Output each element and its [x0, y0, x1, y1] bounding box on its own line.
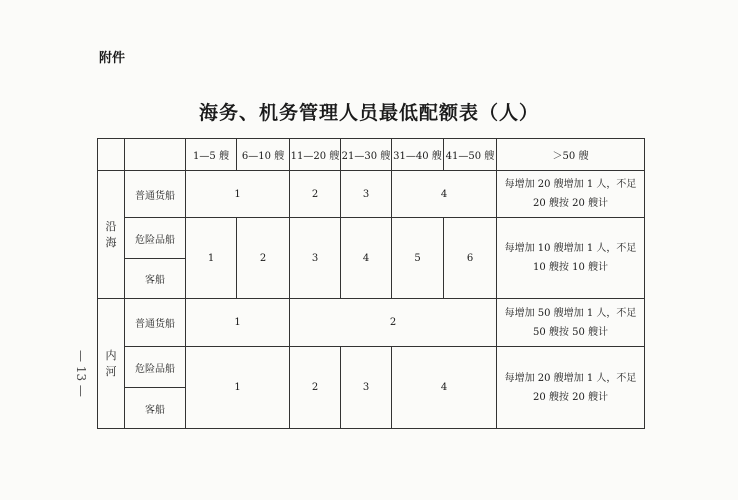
vessel-type-label: 危险品船	[125, 218, 186, 259]
header-type	[125, 139, 186, 171]
page-number: — 13 —	[74, 350, 88, 397]
table-row	[98, 218, 645, 259]
quota-value: 2	[290, 299, 497, 347]
quota-value: 1	[186, 171, 290, 218]
quota-value: 3	[341, 347, 392, 429]
vessel-type-label: 客船	[125, 259, 186, 299]
quota-value: 3	[290, 218, 341, 299]
attachment-label: 附件	[99, 51, 126, 66]
quota-note: 每增加 50 艘增加 1 人，不足 50 艘按 50 艘计	[497, 299, 645, 347]
table-row	[98, 299, 645, 347]
quota-value: 1	[186, 299, 290, 347]
vessel-type-label: 危险品船	[125, 347, 186, 388]
region-coastal: 沿 海	[98, 171, 125, 299]
quota-value: 4	[341, 218, 392, 299]
quota-value: 2	[237, 218, 290, 299]
table-row	[98, 171, 645, 218]
quota-table	[97, 138, 645, 429]
page-title: 海务、机务管理人员最低配额表（人）	[198, 102, 539, 124]
header-cell: 11—20 艘	[290, 139, 341, 171]
quota-value: 2	[290, 347, 341, 429]
quota-note: 每增加 20 艘增加 1 人，不足 20 艘按 20 艘计	[497, 347, 645, 429]
header-cell: 21—30 艘	[341, 139, 392, 171]
quota-value: 6	[444, 218, 497, 299]
region-inland: 内 河	[98, 299, 125, 429]
quota-value: 2	[290, 171, 341, 218]
table-row	[98, 347, 645, 388]
header-cell: 6—10 艘	[237, 139, 290, 171]
vessel-type-label: 普通货船	[125, 171, 186, 218]
header-cell: 41—50 艘	[444, 139, 497, 171]
vessel-type-label: 普通货船	[125, 299, 186, 347]
quota-value: 4	[392, 347, 497, 429]
quota-note: 每增加 20 艘增加 1 人，不足 20 艘按 20 艘计	[497, 171, 645, 218]
header-cell: 1—5 艘	[186, 139, 237, 171]
quota-value: 1	[186, 218, 237, 299]
header-cell: ＞50 艘	[497, 139, 645, 171]
header-cell: 31—40 艘	[392, 139, 444, 171]
header-row	[98, 139, 645, 171]
quota-value: 3	[341, 171, 392, 218]
header-corner	[98, 139, 125, 171]
vessel-type-label: 客船	[125, 388, 186, 429]
quota-value: 5	[392, 218, 444, 299]
quota-value: 1	[186, 347, 290, 429]
quota-note: 每增加 10 艘增加 1 人，不足 10 艘按 10 艘计	[497, 218, 645, 299]
quota-value: 4	[392, 171, 497, 218]
